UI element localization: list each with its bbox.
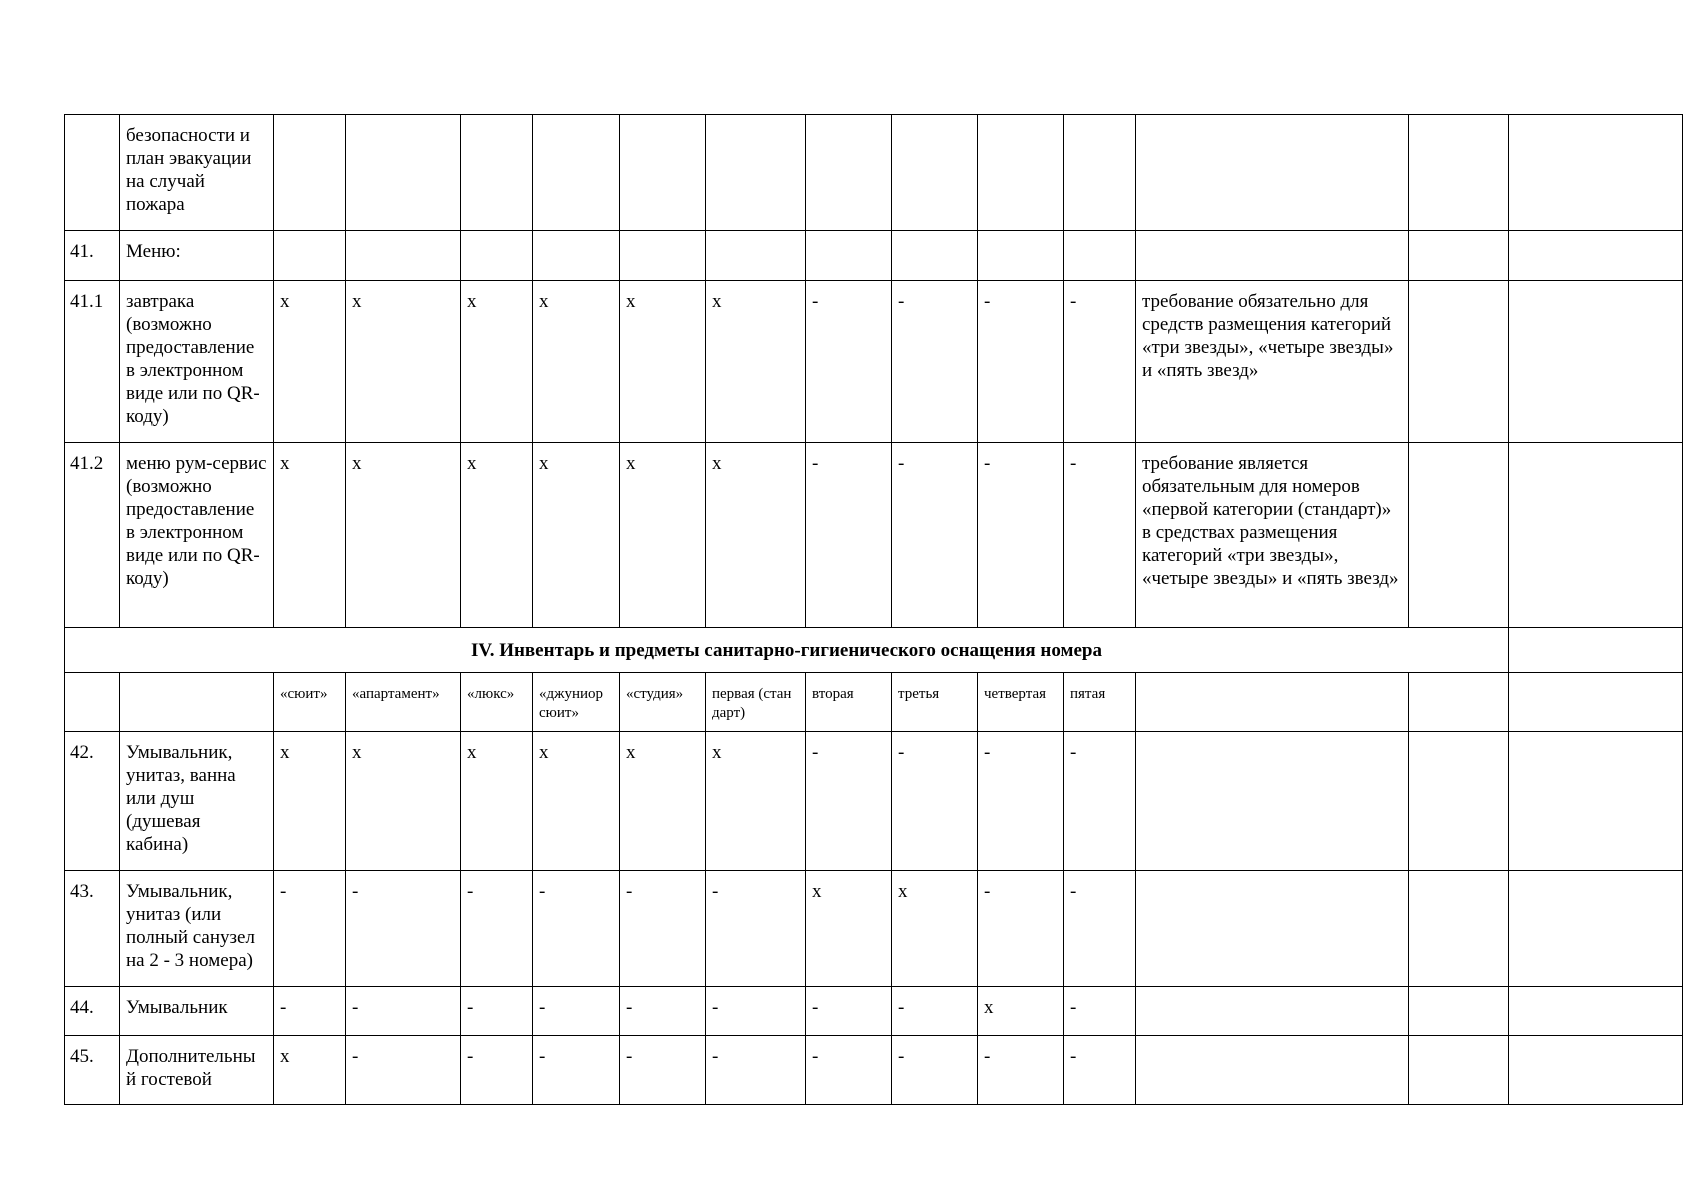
- cell-mark: х: [620, 732, 706, 871]
- cell-number: [65, 673, 120, 732]
- cell-mark: -: [892, 281, 978, 443]
- cell-mark: х: [461, 443, 533, 628]
- cell-mark: -: [806, 1036, 892, 1105]
- table-row: [65, 115, 1683, 231]
- category-header: вторая: [806, 673, 892, 732]
- cell-mark: [892, 231, 978, 281]
- cell-mark: -: [1064, 871, 1136, 987]
- cell-mark: [461, 231, 533, 281]
- category-header: «сюит»: [274, 673, 346, 732]
- cell-number: 45.: [65, 1036, 120, 1105]
- cell-mark: -: [274, 871, 346, 987]
- cell-mark: х: [706, 281, 806, 443]
- cell-extra-1: [1409, 732, 1509, 871]
- cell-note: требование является обязательным для номеров «первой категории (стандарт)» в средствах размещения категорий «три звезды», «четыре звезды» и «пять звезд»: [1136, 443, 1409, 628]
- cell-mark: -: [274, 987, 346, 1036]
- cell-name: Умывальник: [120, 987, 274, 1036]
- cell-extra-2: [1509, 115, 1683, 231]
- cell-extra-2: [1509, 673, 1683, 732]
- cell-extra-1: [1409, 231, 1509, 281]
- table-row: [65, 871, 1683, 987]
- cell-name: завтрака (возможно предоставление в электронном виде или по QR-коду): [120, 281, 274, 443]
- cell-mark: [806, 231, 892, 281]
- cell-mark: -: [892, 1036, 978, 1105]
- cell-mark: -: [1064, 1036, 1136, 1105]
- cell-mark: -: [806, 732, 892, 871]
- cell-name: [120, 673, 274, 732]
- cell-mark: х: [346, 732, 461, 871]
- cell-mark: х: [461, 281, 533, 443]
- cell-mark: [346, 115, 461, 231]
- cell-mark: -: [620, 1036, 706, 1105]
- cell-mark: -: [978, 732, 1064, 871]
- cell-note: [1136, 1036, 1409, 1105]
- cell-mark: [533, 231, 620, 281]
- table-row: [65, 281, 1683, 443]
- cell-mark: -: [461, 871, 533, 987]
- cell-mark: [620, 115, 706, 231]
- requirements-table: [64, 114, 1683, 1105]
- cell-mark: х: [706, 732, 806, 871]
- table-row: [65, 231, 1683, 281]
- cell-mark: х: [978, 987, 1064, 1036]
- cell-mark: -: [533, 1036, 620, 1105]
- cell-mark: -: [978, 281, 1064, 443]
- cell-extra-2: [1509, 871, 1683, 987]
- cell-mark: -: [1064, 443, 1136, 628]
- cell-mark: [346, 231, 461, 281]
- cell-mark: х: [533, 732, 620, 871]
- cell-mark: -: [806, 987, 892, 1036]
- cell-mark: -: [346, 1036, 461, 1105]
- cell-mark: [806, 115, 892, 231]
- category-header: первая (стан дарт): [706, 673, 806, 732]
- category-header: «джуниор сюит»: [533, 673, 620, 732]
- cell-mark: -: [978, 1036, 1064, 1105]
- cell-mark: -: [533, 871, 620, 987]
- cell-mark: [706, 115, 806, 231]
- cell-mark: [1064, 115, 1136, 231]
- cell-mark: х: [274, 732, 346, 871]
- cell-mark: [274, 115, 346, 231]
- cell-mark: -: [706, 987, 806, 1036]
- cell-mark: -: [1064, 987, 1136, 1036]
- cell-mark: [978, 115, 1064, 231]
- table-row: [65, 732, 1683, 871]
- cell-mark: -: [978, 871, 1064, 987]
- table-row: [65, 443, 1683, 628]
- section-title: IV. Инвентарь и предметы санитарно-гигиенического оснащения номера: [65, 628, 1509, 673]
- cell-name: Меню:: [120, 231, 274, 281]
- cell-extra-1: [1409, 871, 1509, 987]
- cell-mark: -: [620, 987, 706, 1036]
- cell-note: [1136, 987, 1409, 1036]
- cell-mark: х: [274, 281, 346, 443]
- cell-number: [65, 115, 120, 231]
- cell-name: Умывальник, унитаз, ванна или душ (душевая кабина): [120, 732, 274, 871]
- cell-mark: [706, 231, 806, 281]
- cell-extra-1: [1409, 115, 1509, 231]
- cell-mark: [533, 115, 620, 231]
- cell-mark: [892, 115, 978, 231]
- category-header: «люкс»: [461, 673, 533, 732]
- cell-mark: -: [346, 987, 461, 1036]
- cell-extra-1: [1409, 281, 1509, 443]
- cell-note: [1136, 115, 1409, 231]
- cell-extra-2: [1509, 443, 1683, 628]
- cell-mark: х: [706, 443, 806, 628]
- cell-name: меню рум-сервис (возможно предоставление в электронном виде или по QR-коду): [120, 443, 274, 628]
- cell-mark: х: [533, 443, 620, 628]
- cell-mark: -: [346, 871, 461, 987]
- cell-extra-2: [1509, 732, 1683, 871]
- cell-mark: -: [806, 281, 892, 443]
- table-body: [65, 115, 1683, 1105]
- cell-note: требование обязательно для средств размещения категорий «три звезды», «четыре звезды» и «пять звезд»: [1136, 281, 1409, 443]
- cell-mark: [274, 231, 346, 281]
- table-row: [65, 1036, 1683, 1105]
- cell-mark: [461, 115, 533, 231]
- category-header-row: [65, 673, 1683, 732]
- cell-mark: х: [346, 281, 461, 443]
- cell-note: [1136, 732, 1409, 871]
- cell-mark: -: [1064, 281, 1136, 443]
- cell-extra-1: [1409, 443, 1509, 628]
- cell-mark: -: [706, 871, 806, 987]
- category-header: четвертая: [978, 673, 1064, 732]
- cell-name: безопасности и план эвакуации на случай пожара: [120, 115, 274, 231]
- cell-mark: х: [620, 281, 706, 443]
- cell-note: [1136, 871, 1409, 987]
- cell-mark: х: [533, 281, 620, 443]
- cell-extra-2: [1509, 628, 1683, 673]
- cell-extra-1: [1409, 987, 1509, 1036]
- cell-mark: [978, 231, 1064, 281]
- cell-mark: -: [1064, 732, 1136, 871]
- cell-name: Умывальник, унитаз (или полный санузел на 2 - 3 номера): [120, 871, 274, 987]
- cell-number: 44.: [65, 987, 120, 1036]
- cell-mark: -: [533, 987, 620, 1036]
- cell-mark: х: [461, 732, 533, 871]
- cell-mark: [620, 231, 706, 281]
- cell-mark: -: [620, 871, 706, 987]
- cell-extra-1: [1409, 673, 1509, 732]
- cell-mark: -: [892, 443, 978, 628]
- cell-mark: -: [892, 732, 978, 871]
- category-header: пятая: [1064, 673, 1136, 732]
- cell-mark: -: [806, 443, 892, 628]
- cell-extra-2: [1509, 231, 1683, 281]
- cell-number: 43.: [65, 871, 120, 987]
- cell-note: [1136, 231, 1409, 281]
- cell-extra-2: [1509, 1036, 1683, 1105]
- section-row: [65, 628, 1683, 673]
- cell-mark: -: [706, 1036, 806, 1105]
- cell-mark: х: [620, 443, 706, 628]
- category-header: «студия»: [620, 673, 706, 732]
- cell-number: 41.2: [65, 443, 120, 628]
- cell-name: Дополнительны й гостевой: [120, 1036, 274, 1105]
- cell-mark: х: [346, 443, 461, 628]
- cell-number: 42.: [65, 732, 120, 871]
- cell-note: [1136, 673, 1409, 732]
- cell-mark: -: [461, 1036, 533, 1105]
- cell-mark: х: [806, 871, 892, 987]
- category-header: «апартамент»: [346, 673, 461, 732]
- cell-mark: х: [274, 443, 346, 628]
- table-row: [65, 987, 1683, 1036]
- category-header: третья: [892, 673, 978, 732]
- cell-extra-1: [1409, 1036, 1509, 1105]
- cell-number: 41.: [65, 231, 120, 281]
- cell-number: 41.1: [65, 281, 120, 443]
- cell-mark: -: [978, 443, 1064, 628]
- cell-mark: -: [461, 987, 533, 1036]
- cell-extra-2: [1509, 281, 1683, 443]
- cell-mark: х: [892, 871, 978, 987]
- cell-extra-2: [1509, 987, 1683, 1036]
- cell-mark: -: [892, 987, 978, 1036]
- cell-mark: х: [274, 1036, 346, 1105]
- cell-mark: [1064, 231, 1136, 281]
